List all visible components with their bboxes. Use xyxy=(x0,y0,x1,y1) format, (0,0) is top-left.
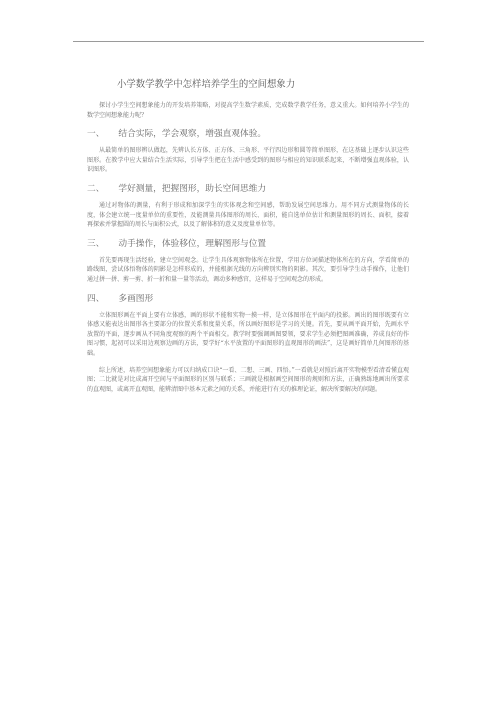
section-1-title: 结合实际，学会观察，增强直观体验。 xyxy=(118,129,267,140)
section-2-number: 二、 xyxy=(87,183,105,194)
section-4-title: 多画图形 xyxy=(118,293,154,304)
section-1-number: 一、 xyxy=(87,129,105,140)
section-3-heading xyxy=(87,238,409,250)
section-4-heading xyxy=(87,293,409,305)
section-3-number: 三、 xyxy=(87,238,105,249)
header-rule xyxy=(73,41,424,42)
section-2-title: 学好测量，把握图形，助长空间思维力 xyxy=(118,183,267,194)
section-2-paragraph: 通过对物体的测量，有利于形成和加深学生的实体观念和空间感，帮助发展空间思维力。用不同方式测量物体的长度，体会建立统一度量单位的重要性，及能测量具体图形的周长、面积，能自选单位估计和测量图形的周长、面积，接着再探索并掌握圆的周长与面积公式，以及了解体积的意义及度量单位等。 xyxy=(87,201,409,229)
section-2-heading xyxy=(87,183,409,195)
document-body xyxy=(87,78,409,394)
document-title: 小学数学教学中怎样培养学生的空间想象力 xyxy=(117,79,296,90)
section-1-paragraph: 从最简单的图形辨认做起，先辨认长方体、正方体、三角形、平行四边形和圆等简单图形，在这基础上逐步认识这些图形。在教学中应大量结合生活实际，引导学生把在生活中感受到的图形与相应的知识联系起来，不断增强直观体验，认识图形。 xyxy=(87,147,409,174)
section-1-heading xyxy=(87,128,409,140)
section-3-paragraph: 首先要再现生活经验，建立空间观念。让学生具体观察物体所在位置，学用方位词描述物体所在的方向，学看简单的路线图，尝试体悟物体的阴影是怎样形成的，并能根据光线的方向辨别实物的阴影。其次，要引导学生动手操作，让他们通过拼一拼、剪一剪、折一折和量一量等活动，调动多种感官，这样易于空间观念的形成。 xyxy=(87,256,409,283)
conclusion-paragraph: 综上所述，培养空间想象能力可以归纳成口诀“一看、二想、三画、四悟。”一看就是对照后离开实物模型看清看懂直观图；二比就是对比成离开空间与平面图形的区别与联系；三画就是根据画空间图形的规则和方法，正确熟练地画出所要求的直观图，或离开直观图，能辨清图中基本元素之间的关系，并能进行有关的推理论证，解决所要解决的问题。 xyxy=(87,366,409,393)
section-3-title: 动手操作，体验移位，理解图形与位置 xyxy=(118,238,267,249)
intro-paragraph: 探讨小学生空间想象能力的开发培养策略，对提高学生数学素质，完成数学教学任务，意义重大。如何培养小学生的数学空间想象能力呢？ xyxy=(87,102,409,119)
section-4-number: 四、 xyxy=(87,293,105,304)
section-4-paragraph: 立体图形画在平面上要有立体感，画的形状不能和实物一摸一样，是立体图形在平面内的投影。画出的图形既要有立体感又能表达出图形各主要部分的位置关系和度量关系，所以画好图形是学习的关键。首先，要从画平面开始，先画水平放置的平面，逐步画从不同角度观察的两个平面相交。教学时要强调画图要领，要求学生必须把图画准确，养成良好的作图习惯，起初可以采用边观察边画的方法，要学好“水平放置的平面图形的直观图形的画法”，这是画好简单几何图形的基础。 xyxy=(87,311,409,357)
